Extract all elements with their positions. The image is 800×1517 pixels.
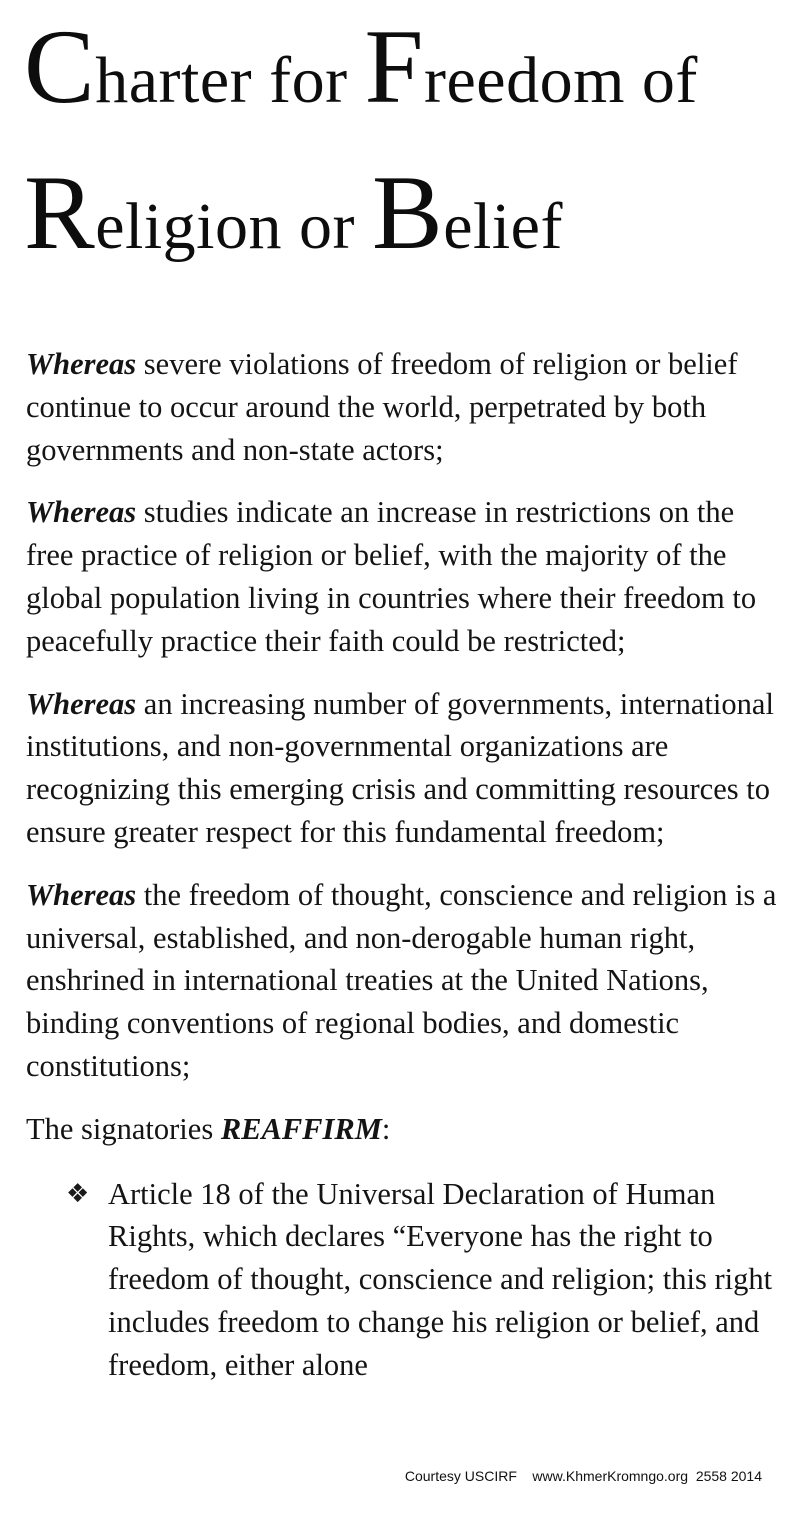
title-line-1 <box>24 8 794 154</box>
paragraph-text: studies indicate an increase in restrictions on the free practice of religion or belief, with the majority of the global population living in countries where their freedom to peacefully practice their faith could be restricted; <box>26 495 757 658</box>
title-line-2 <box>24 154 794 300</box>
title-initial-r: R <box>24 154 96 271</box>
document-body <box>26 343 786 1387</box>
whereas-paragraph-1 <box>26 343 786 471</box>
title-text: eligion or <box>95 190 372 263</box>
whereas-paragraph-2 <box>26 491 786 662</box>
footer-credit: Courtesy USCIRF www.KhmerKromngo.org 2558 2014 <box>404 1468 762 1484</box>
reaffirm-prefix: The signatories <box>26 1111 221 1146</box>
title-initial-b: B <box>372 154 444 271</box>
whereas-lead: Whereas <box>26 686 137 721</box>
paragraph-text: an increasing number of governments, international institutions, and non-governmental organizations are recognizing this emerging crisis and committing resources to ensure greater respect for this fundamental freedom; <box>26 686 774 849</box>
reaffirm-suffix: : <box>381 1111 391 1146</box>
title-initial-c: C <box>24 8 96 125</box>
document-title <box>24 8 794 300</box>
title-text: harter for <box>95 44 365 117</box>
whereas-lead: Whereas <box>26 495 137 530</box>
reaffirm-statement <box>26 1108 786 1151</box>
reaffirm-bullet-1 <box>66 1173 786 1387</box>
paragraph-text: the freedom of thought, conscience and religion is a universal, established, and non-derogable human right, enshrined in international treaties at the United Nations, binding conventions of regional bodies, and domestic constitutions; <box>26 877 777 1083</box>
whereas-paragraph-3 <box>26 683 786 854</box>
diamond-bullet-icon: ❖ <box>66 1178 90 1209</box>
paragraph-text: severe violations of freedom of religion or belief continue to occur around the world, perpetrated by both governments and non-state actors; <box>26 347 738 467</box>
whereas-paragraph-4 <box>26 874 786 1088</box>
reaffirm-emphasis: REAFFIRM <box>220 1111 382 1146</box>
bullet-text: Article 18 of the Universal Declaration of Human Rights, which declares “Everyone has the right to freedom of thought, conscience and religion; this right includes freedom to change his religion or belief, and freedom, either alone <box>108 1176 773 1382</box>
whereas-lead: Whereas <box>26 347 137 381</box>
whereas-lead: Whereas <box>26 877 137 912</box>
title-initial-f: F <box>364 8 424 125</box>
title-text: reedom of <box>424 44 698 117</box>
title-text: elief <box>443 190 563 263</box>
